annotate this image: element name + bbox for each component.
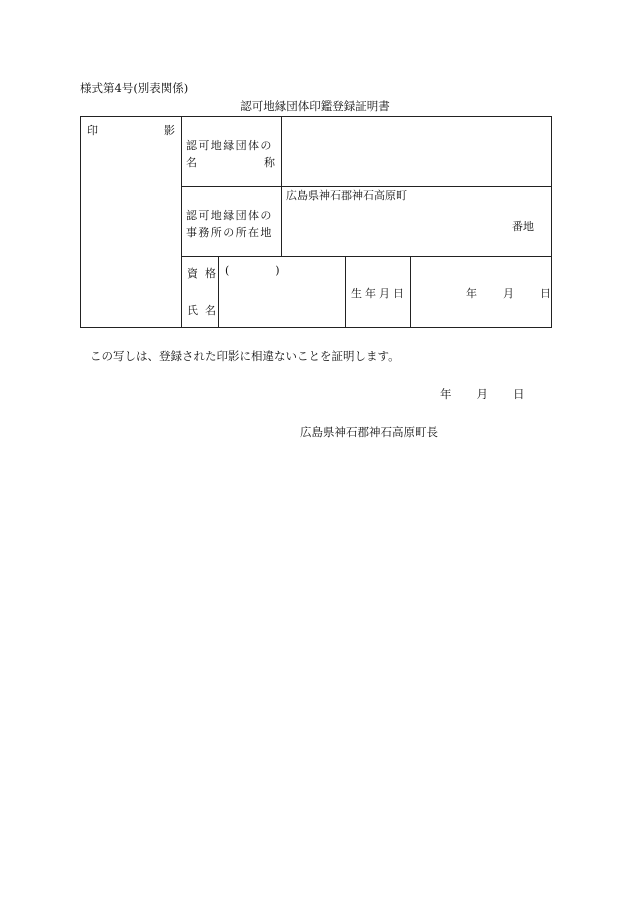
name-cell-divider bbox=[345, 256, 346, 328]
table-divider-2 bbox=[181, 256, 552, 257]
office-address-label-line1: 認可地縁団体の bbox=[186, 209, 273, 222]
issue-month: 月 bbox=[476, 387, 488, 401]
address-suffix: 番地 bbox=[512, 220, 534, 233]
table-border-top bbox=[80, 116, 552, 117]
paren-close: ) bbox=[275, 264, 280, 277]
form-number: 様式第4号(別表関係) bbox=[80, 81, 189, 95]
name-char-1: 氏 bbox=[187, 304, 198, 317]
org-name-char-1: 名 bbox=[186, 156, 197, 169]
table-border-right bbox=[551, 116, 552, 328]
issuer-name: 広島県神石郡神石高原町長 bbox=[300, 425, 438, 439]
table-border-bottom bbox=[80, 327, 552, 328]
birth-year: 年 bbox=[466, 287, 477, 300]
seal-label-char-2: 影 bbox=[164, 124, 175, 137]
birthdate-value bbox=[466, 285, 551, 302]
birth-day: 日 bbox=[540, 287, 551, 300]
address-prefix: 広島県神石郡神石高原町 bbox=[286, 189, 407, 202]
qualification-char-1: 資 bbox=[187, 267, 198, 280]
seal-label-char-1: 印 bbox=[87, 124, 98, 137]
org-name-label-line1: 認可地縁団体の bbox=[186, 139, 273, 152]
label-column-divider bbox=[281, 116, 282, 257]
qualification-label bbox=[187, 265, 216, 282]
name-label bbox=[187, 302, 216, 319]
seal-impression-label bbox=[87, 122, 175, 139]
birthdate-divider bbox=[410, 256, 411, 328]
qualification-divider bbox=[218, 256, 219, 328]
org-name-char-2: 称 bbox=[264, 156, 275, 169]
birth-month: 月 bbox=[503, 287, 514, 300]
org-name-label-line2 bbox=[186, 154, 275, 171]
qualification-parentheses bbox=[225, 262, 280, 279]
certification-statement: この写しは、登録された印影に相違ないことを証明します。 bbox=[90, 349, 400, 363]
issue-year: 年 bbox=[440, 387, 452, 401]
table-border-left bbox=[80, 116, 81, 328]
birthdate-label: 生年月日 bbox=[351, 287, 407, 300]
issue-day: 日 bbox=[513, 387, 525, 401]
office-address-label-line2: 事務所の所在地 bbox=[186, 226, 273, 239]
qualification-char-2: 格 bbox=[205, 267, 216, 280]
paren-open: ( bbox=[225, 264, 230, 277]
name-char-2: 名 bbox=[205, 304, 216, 317]
issue-date bbox=[440, 386, 525, 402]
document-title: 認可地縁団体印鑑登録証明書 bbox=[240, 99, 390, 113]
seal-column-divider bbox=[181, 116, 182, 328]
